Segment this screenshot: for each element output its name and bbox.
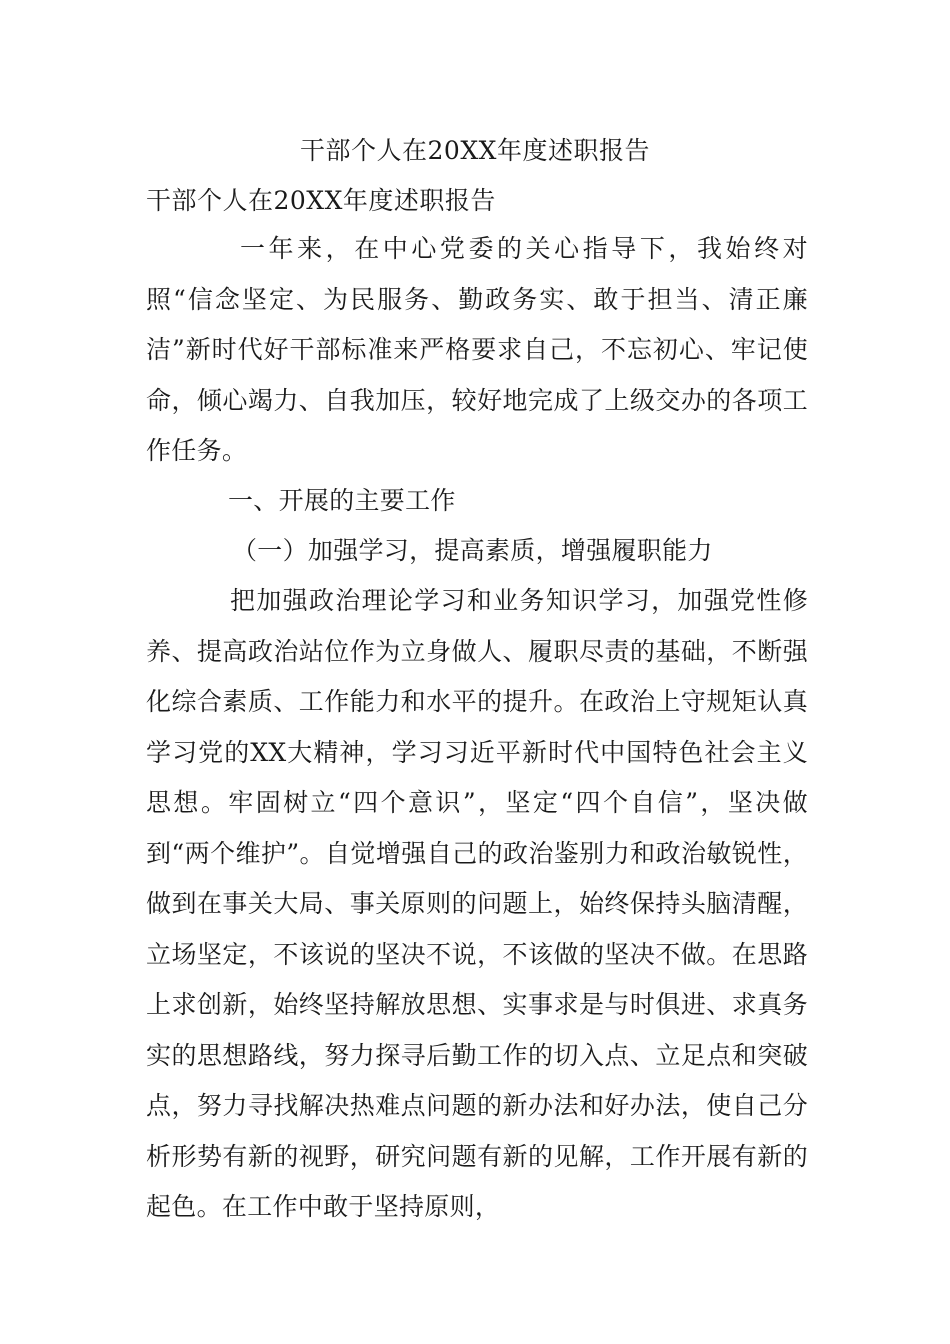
- section-heading: 一、开展的主要工作: [228, 486, 456, 515]
- subsection-heading: （一）加强学习，提高素质，增强履职能力: [232, 536, 713, 565]
- body-paragraph: 把加强政治理论学习和业务知识学习，加强党性修养、提高政治站位作为立身做人、履职尽责的基础，不断强化综合素质、工作能力和水平的提升。在政治上守规矩认真学习党的XX大精神，学习习近平新时代中国特色社会主义思想。牢固树立“四个意识”，坚定“四个自信”，坚决做到“两个维护”。自觉增强自己的政治鉴别力和政治敏锐性，做到在事关大局、事关原则的问题上，始终保持头脑清醒，立场坚定，不该说的坚决不说，不该做的坚决不做。在思路上求创新，始终坚持解放思想、实事求是与时俱进、求真务实的思想路线，努力探寻后勤工作的切入点、立足点和突破点，努力寻找解决热难点问题的新办法和好办法，使自己分析形势有新的视野，研究问题有新的见解，工作开展有新的起色。在工作中敢于坚持原则，: [146, 586, 808, 1221]
- intro-paragraph: 一年来，在中心党委的关心指导下，我始终对照“信念坚定、为民服务、勤政务实、敢于担当、清正廉洁”新时代好干部标准来严格要求自己，不忘初心、牢记使命，倾心竭力、自我加压，较好地完成了上级交办的各项工作任务。: [146, 234, 808, 465]
- document-title: 干部个人在20XX年度述职报告: [300, 136, 650, 165]
- document-subtitle: 干部个人在20XX年度述职报告: [146, 186, 496, 215]
